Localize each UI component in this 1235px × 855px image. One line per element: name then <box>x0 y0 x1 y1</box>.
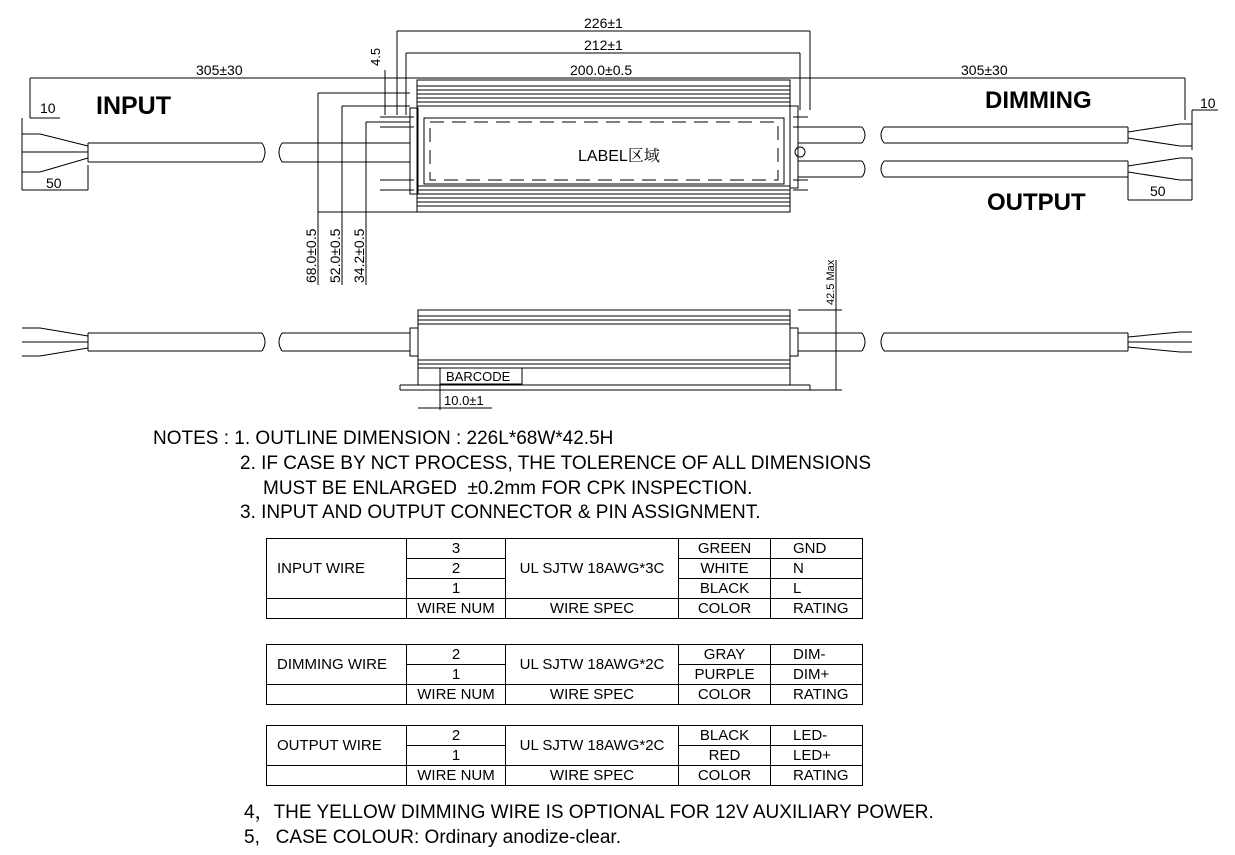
wire-rating: DIM- <box>771 645 863 665</box>
dim-case-200: 200.0±0.5 <box>570 62 633 78</box>
header-rating: RATING <box>771 599 863 619</box>
wire-num: 1 <box>407 579 506 599</box>
wire-num: 2 <box>407 559 506 579</box>
wire-rating: GND <box>771 539 863 559</box>
output-label: OUTPUT <box>987 189 1086 216</box>
wire-color: RED <box>679 746 771 766</box>
header-rating: RATING <box>771 685 863 705</box>
wire-rating: DIM+ <box>771 665 863 685</box>
table-name: INPUT WIRE <box>267 539 407 599</box>
dimming-wire-table <box>266 644 863 705</box>
input-label: INPUT <box>96 92 171 120</box>
output-wire-table <box>266 725 863 786</box>
table-name: OUTPUT WIRE <box>267 726 407 766</box>
dim-strip-10-right: 10 <box>1200 95 1216 111</box>
wire-num: 1 <box>407 665 506 685</box>
wire-rating: N <box>771 559 863 579</box>
dim-barcode-10: 10.0±1 <box>444 393 484 408</box>
dim-width-68: 68.0±0.5 <box>303 228 319 283</box>
note-2-continued: MUST BE ENLARGED ±0.2mm FOR CPK INSPECTION. <box>263 478 753 499</box>
wire-spec: UL SJTW 18AWG*2C <box>506 726 679 766</box>
header-color: COLOR <box>679 685 771 705</box>
dim-wire-length-left: 305±30 <box>196 62 243 78</box>
note-4: 4，THE YELLOW DIMMING WIRE IS OPTIONAL FOR 12V AUXILIARY POWER. <box>244 802 934 823</box>
wire-num: 3 <box>407 539 506 559</box>
wire-num: 1 <box>407 746 506 766</box>
wire-spec: UL SJTW 18AWG*3C <box>506 539 679 599</box>
wire-num: 2 <box>407 726 506 746</box>
header-wire-num: WIRE NUM <box>407 766 506 786</box>
barcode-label: BARCODE <box>446 369 511 384</box>
wire-color: BLACK <box>679 579 771 599</box>
table-name: DIMMING WIRE <box>267 645 407 685</box>
label-area-text: LABEL区域 <box>578 148 660 165</box>
wire-spec: UL SJTW 18AWG*2C <box>506 645 679 685</box>
dim-overall-226: 226±1 <box>584 15 623 31</box>
header-wire-num: WIRE NUM <box>407 685 506 705</box>
dim-strip-10-left: 10 <box>40 100 56 116</box>
wire-num: 2 <box>407 645 506 665</box>
dimming-label: DIMMING <box>985 87 1092 114</box>
header-wire-num: WIRE NUM <box>407 599 506 619</box>
note-1: NOTES : 1. OUTLINE DIMENSION : 226L*68W*42.5H <box>153 428 614 449</box>
wire-color: GREEN <box>679 539 771 559</box>
dim-width-52: 52.0±0.5 <box>327 228 343 283</box>
wire-color: GRAY <box>679 645 771 665</box>
dim-wire-length-right: 305±30 <box>961 62 1008 78</box>
header-color: COLOR <box>679 599 771 619</box>
header-wire-spec: WIRE SPEC <box>506 766 679 786</box>
dim-strip-50-left: 50 <box>46 175 62 191</box>
note-5: 5, CASE COLOUR: Ordinary anodize-clear. <box>244 827 621 848</box>
note-3: 3. INPUT AND OUTPUT CONNECTOR & PIN ASSIGNMENT. <box>240 502 761 523</box>
dim-offset-4-5: 4.5 <box>368 47 383 66</box>
dim-height-42-5: 42.5 Max <box>825 259 837 305</box>
dim-width-34: 34.2±0.5 <box>351 228 367 283</box>
dim-strip-50-right: 50 <box>1150 183 1166 199</box>
wire-rating: LED- <box>771 726 863 746</box>
header-color: COLOR <box>679 766 771 786</box>
wire-rating: LED+ <box>771 746 863 766</box>
header-rating: RATING <box>771 766 863 786</box>
header-wire-spec: WIRE SPEC <box>506 599 679 619</box>
wire-color: PURPLE <box>679 665 771 685</box>
wire-color: BLACK <box>679 726 771 746</box>
dim-mount-212: 212±1 <box>584 37 623 53</box>
wire-rating: L <box>771 579 863 599</box>
input-wire-table <box>266 538 863 619</box>
header-wire-spec: WIRE SPEC <box>506 685 679 705</box>
wire-color: WHITE <box>679 559 771 579</box>
note-2: 2. IF CASE BY NCT PROCESS, THE TOLERENCE OF ALL DIMENSIONS <box>240 453 872 474</box>
